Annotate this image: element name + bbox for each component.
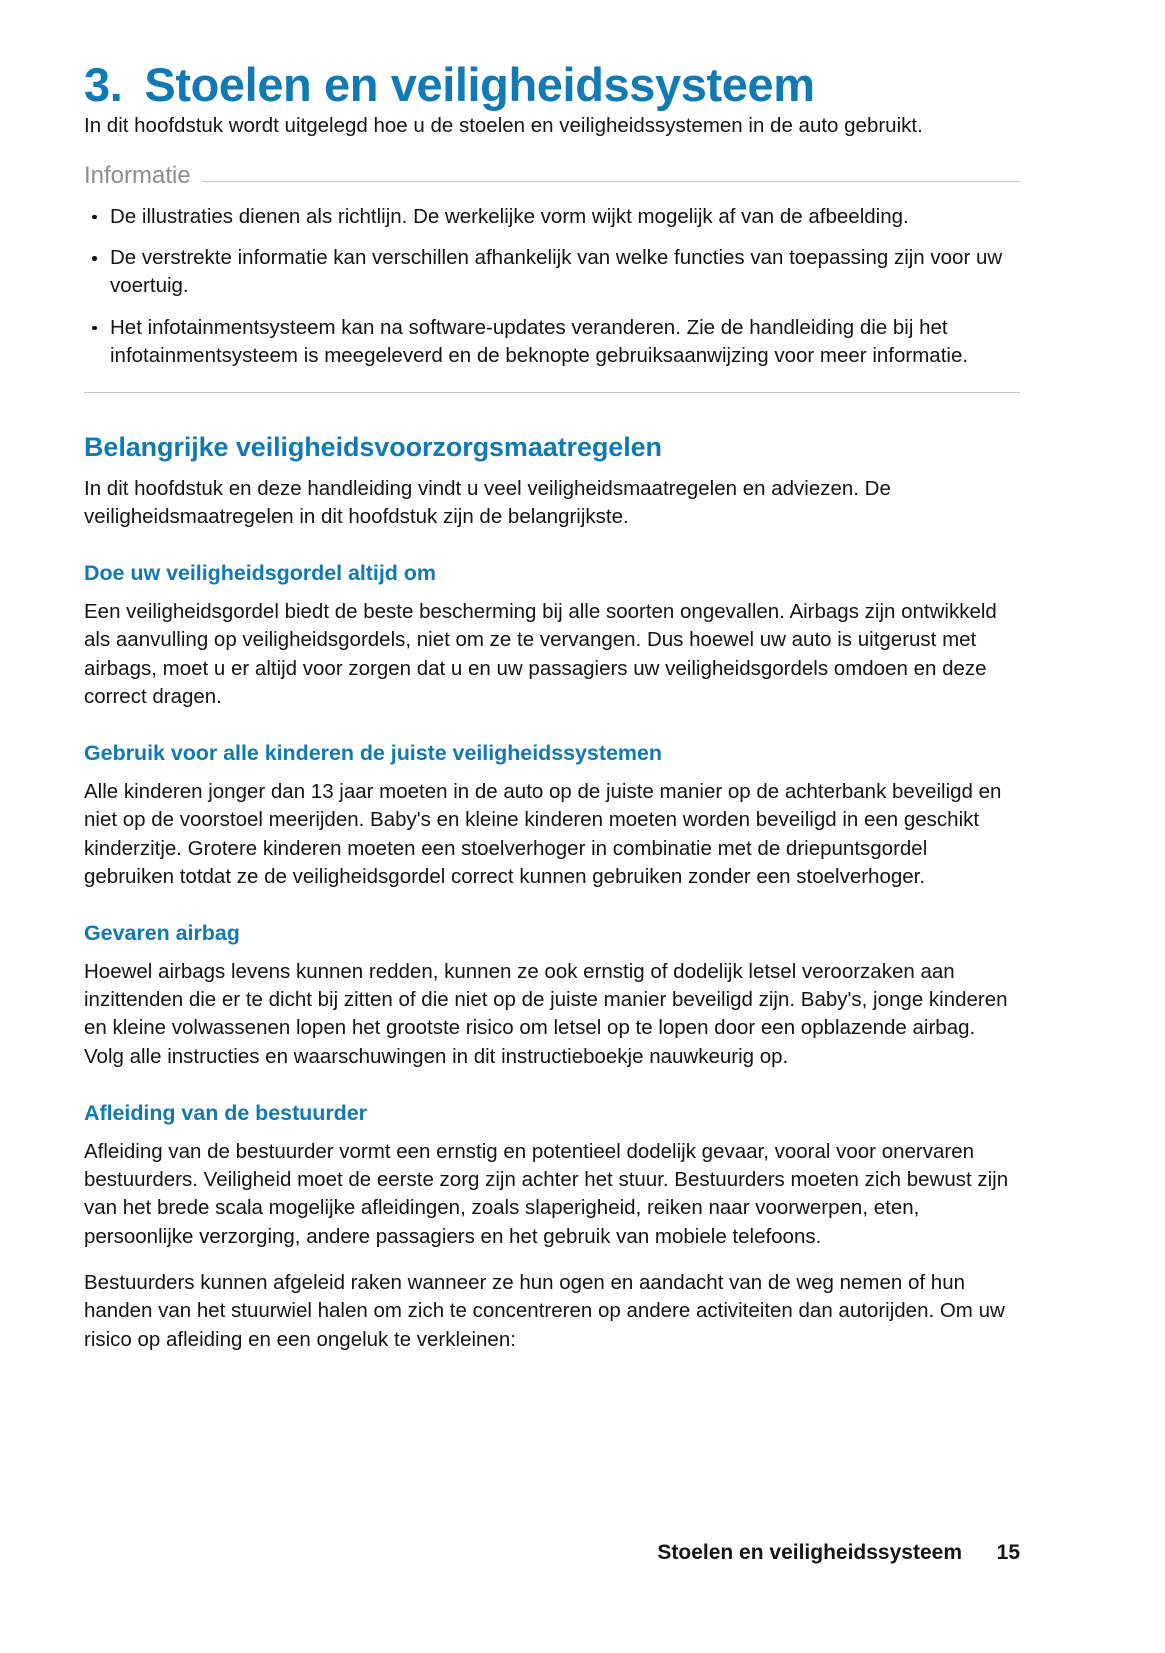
sub-heading-driver-distraction: Afleiding van de bestuurder [84,1101,367,1126]
page-footer [657,1541,1020,1565]
callout-bottom-divider [84,392,1020,393]
information-callout [84,161,1020,393]
section-intro-paragraph: In dit hoofdstuk en deze handleiding vindt u veel veiligheidsmaatregelen en adviezen. De veiligheidsmaatregelen in dit hoofdstuk zijn de belangrijkste. [84,476,891,528]
paragraph-driver-distraction-1: Afleiding van de bestuurder vormt een ernstig en potentieel dodelijk gevaar, vooral voor onervaren bestuurders. Veiligheid moet de eerste zorg zijn achter het stuur. Bestuurders moeten zich bewust zijn van het brede scala mogelijke afleidingen, zoals slaperigheid, reiken naar voorwerpen, eten, persoonlijke verzorging, andere passagiers en het gebruik van mobiele telefoons. [84,1139,1009,1248]
chapter-title-text: Stoelen en veiligheidssysteem [144,58,815,111]
section-heading-safety-precautions: Belangrijke veiligheidsvoorzorgsmaatregelen [84,432,662,463]
footer-chapter-title: Stoelen en veiligheidssysteem [657,1541,962,1564]
paragraph-airbag-dangers: Hoewel airbags levens kunnen redden, kunnen ze ook ernstig of dodelijk letsel veroorzaken aan inzittenden die er te dicht bij zitten of die niet op de juiste manier beveiligd zijn. Baby's, jonge kinderen en kleine volwassenen lopen het grootste risico om letsel op te lopen door een opblazende airbag. Volg alle instructies en waarschuwingen in dit instructieboekje nauwkeurig op. [84,959,1008,1068]
footer-page-number: 15 [996,1541,1020,1564]
list-item: Het infotainmentsysteem kan na software-updates veranderen. Zie de handleiding die bij het infotainmentsysteem is meegeleverd en de beknopte gebruiksaanwijzing voor meer informatie. [84,314,1020,371]
page-title [84,0,1020,112]
paragraph-child-restraints: Alle kinderen jonger dan 13 jaar moeten in de auto op de juiste manier op de achterbank beveiligd en niet op de voorstoel meerijden. Baby's en kleine kinderen moeten worden beveiligd in een geschikt kinderzitje. Grotere kinderen moeten een stoelverhoger in combinatie met de driepuntsgordel gebruiken totdat ze de veiligheidsgordel correct kunnen gebruiken zonder een stoelverhoger. [84,779,1002,888]
list-item: De illustraties dienen als richtlijn. De werkelijke vorm wijkt mogelijk af van de afbeelding. [84,203,1020,231]
list-item: De verstrekte informatie kan verschillen afhankelijk van welke functies van toepassing zijn voor uw voertuig. [84,244,1020,301]
sub-heading-child-restraints: Gebruik voor alle kinderen de juiste veiligheidssystemen [84,741,662,766]
paragraph-driver-distraction-2: Bestuurders kunnen afgeleid raken wanneer ze hun ogen en aandacht van de weg nemen of hun handen van het stuurwiel halen om zich te concentreren op andere activiteiten dan autorijden. Om uw risico op afleiding en een ongeluk te verkleinen: [84,1270,1005,1351]
chapter-number: 3. [84,58,123,111]
information-bullet-list [84,203,1020,370]
paragraph-seatbelt: Een veiligheidsgordel biedt de beste bescherming bij alle soorten ongevallen. Airbags zijn ontwikkeld als aanvulling op veiligheidsgordels, niet om ze te vervangen. Dus hoewel uw auto is uitgerust met airbags, moet u er altijd voor zorgen dat u en uw passagiers uw veiligheidsgordels omdoen en deze correct dragen. [84,600,997,708]
header-divider-rule [202,181,1020,182]
information-callout-header [84,161,1020,189]
page-content [84,0,1020,1354]
information-callout-label: Informatie [84,161,191,189]
sub-heading-airbag-dangers: Gevaren airbag [84,921,240,946]
chapter-intro-paragraph: In dit hoofdstuk wordt uitgelegd hoe u de stoelen en veiligheidssystemen in de auto gebruikt. [84,113,923,137]
sub-heading-seatbelt: Doe uw veiligheidsgordel altijd om [84,561,436,586]
